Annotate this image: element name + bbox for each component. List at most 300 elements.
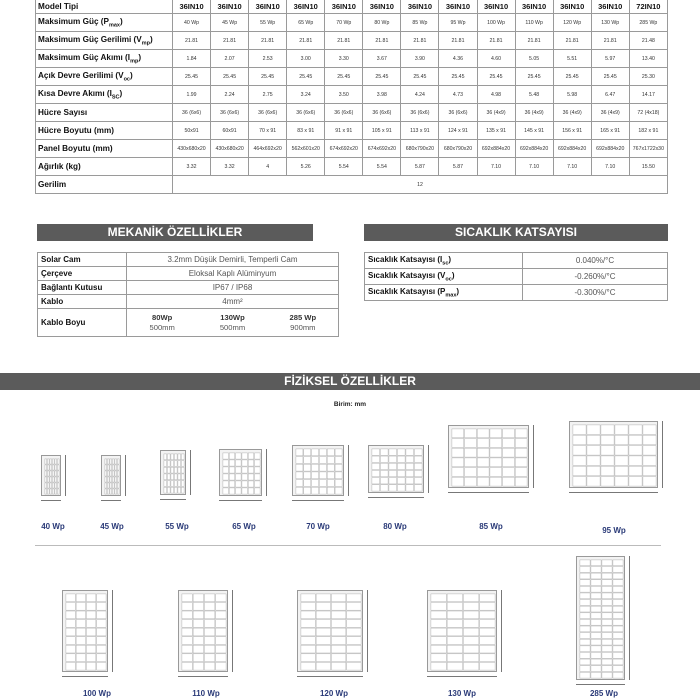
panel-cell bbox=[312, 464, 319, 471]
panel-cell bbox=[178, 467, 181, 473]
panel-cell bbox=[331, 628, 345, 636]
panel-cell bbox=[380, 456, 388, 462]
spec-row-label: Gerilim bbox=[36, 176, 173, 194]
solar-panel-drawing bbox=[160, 450, 186, 495]
spec-cell: 25.45 bbox=[363, 68, 401, 86]
panel-cell bbox=[602, 619, 612, 625]
panel-cell bbox=[591, 633, 601, 639]
panel-cell bbox=[447, 637, 462, 645]
panel-cell bbox=[447, 620, 462, 628]
panel-cell bbox=[181, 481, 184, 487]
panel-cell bbox=[477, 439, 489, 448]
spec-cell: 36 (4x9) bbox=[477, 104, 515, 122]
panel-cell bbox=[477, 458, 489, 467]
panel-cell bbox=[57, 477, 59, 482]
panel-cell bbox=[613, 613, 623, 619]
panel-cell bbox=[480, 645, 495, 653]
height-dimension-line bbox=[65, 455, 66, 496]
panel-cell bbox=[304, 457, 311, 464]
panel-cell-grid bbox=[570, 422, 657, 487]
spec-cell: 14.17 bbox=[629, 86, 667, 104]
panel-cell bbox=[380, 478, 388, 484]
panel-cell bbox=[304, 480, 311, 487]
panel-cell bbox=[248, 474, 254, 480]
panel-cell bbox=[602, 600, 612, 606]
spec-cell: 135 x 91 bbox=[477, 122, 515, 140]
panel-cell bbox=[372, 456, 380, 462]
panel-cell bbox=[193, 611, 203, 619]
panel-cell bbox=[236, 481, 242, 487]
panel-cell bbox=[480, 662, 495, 670]
panel-cell bbox=[182, 628, 192, 636]
panel-cell bbox=[76, 594, 85, 602]
spec-row-label-sub: mp bbox=[130, 58, 139, 65]
panel-cell bbox=[515, 468, 527, 477]
panel-cell bbox=[629, 425, 642, 435]
width-dimension-line bbox=[368, 497, 424, 498]
panel-cell bbox=[602, 652, 612, 658]
panel-cell bbox=[204, 594, 214, 602]
spec-cell: 674x692x20 bbox=[325, 140, 363, 158]
panel-cell-grid bbox=[42, 456, 60, 495]
panel-cell bbox=[110, 489, 112, 494]
spec-cell: 5.48 bbox=[515, 86, 553, 104]
panel-cell bbox=[414, 449, 422, 455]
spec-cell: 25.45 bbox=[515, 68, 553, 86]
panel-cell bbox=[242, 474, 248, 480]
panel-cell bbox=[447, 645, 462, 653]
panel-cell bbox=[110, 471, 112, 476]
panel-cell bbox=[580, 672, 590, 678]
panel-cell bbox=[629, 477, 642, 487]
panel-cell bbox=[515, 439, 527, 448]
spec-cell: 7.10 bbox=[591, 158, 629, 176]
panel-wattage-label: 95 Wp bbox=[602, 526, 626, 535]
panel-cell bbox=[301, 594, 315, 602]
panel-cell bbox=[47, 459, 49, 464]
spec-cell: 70 x 91 bbox=[249, 122, 287, 140]
panel-cell bbox=[380, 470, 388, 476]
panel-cell bbox=[613, 573, 623, 579]
width-dimension-line bbox=[576, 684, 625, 685]
mech-label: Kablo bbox=[38, 295, 127, 309]
panel-cell bbox=[216, 645, 226, 653]
panel-cell bbox=[45, 459, 47, 464]
panel-cell bbox=[397, 485, 405, 491]
panel-cell bbox=[229, 481, 235, 487]
panel-cell bbox=[490, 439, 502, 448]
panel-wattage-label: 85 Wp bbox=[479, 522, 503, 531]
panel-cell bbox=[171, 467, 174, 473]
cable-length-item bbox=[268, 313, 338, 333]
spec-cell: 83 x 91 bbox=[287, 122, 325, 140]
spec-row-label: Panel Boyutu (mm) bbox=[36, 140, 173, 158]
cable-length-item bbox=[197, 313, 267, 333]
panel-cell bbox=[105, 465, 107, 470]
panel-cell bbox=[248, 460, 254, 466]
panel-cell bbox=[431, 637, 446, 645]
panel-cell bbox=[347, 620, 361, 628]
panel-wattage-label: 100 Wp bbox=[82, 689, 111, 698]
panel-cell bbox=[182, 654, 192, 662]
panel-cell bbox=[372, 485, 380, 491]
panel-cell bbox=[643, 446, 656, 456]
spec-cell: 2.53 bbox=[249, 50, 287, 68]
panel-cell bbox=[629, 446, 642, 456]
panel-cell bbox=[301, 602, 315, 610]
panel-cell bbox=[171, 454, 174, 460]
panel-cell bbox=[296, 487, 303, 494]
panel-cell bbox=[591, 567, 601, 573]
panel-cell bbox=[613, 606, 623, 612]
panel-cell bbox=[347, 628, 361, 636]
panel-cell bbox=[573, 477, 586, 487]
panel-cell bbox=[431, 654, 446, 662]
spec-cell: 21.81 bbox=[173, 32, 211, 50]
panel-cell bbox=[372, 478, 380, 484]
panel-cell bbox=[319, 480, 326, 487]
mechanical-banner: MEKANİK ÖZELLİKLER bbox=[37, 224, 313, 241]
temperature-table bbox=[364, 252, 668, 301]
panel-cell bbox=[515, 429, 527, 438]
mech-value: 3.2mm Düşük Demirli, Temperli Cam bbox=[127, 253, 339, 267]
panel-cell bbox=[587, 466, 600, 476]
gerilim-value: 12 bbox=[173, 176, 668, 194]
panel-cell bbox=[223, 467, 229, 473]
panel-cell bbox=[110, 459, 112, 464]
panel-cell bbox=[447, 628, 462, 636]
spec-cell: 692x884x20 bbox=[553, 140, 591, 158]
panel-cell bbox=[105, 459, 107, 464]
panel-cell bbox=[452, 448, 464, 457]
panel-cell bbox=[406, 485, 414, 491]
panel-cell bbox=[76, 645, 85, 653]
panel-cell bbox=[480, 602, 495, 610]
panel-cell bbox=[105, 489, 107, 494]
panel-cell bbox=[66, 637, 75, 645]
panel-cell bbox=[167, 481, 170, 487]
panel-cell bbox=[389, 463, 397, 469]
spec-cell: 65 Wp bbox=[287, 14, 325, 32]
panel-cell bbox=[55, 471, 57, 476]
panel-cell bbox=[587, 425, 600, 435]
panel-cell bbox=[242, 488, 248, 494]
panel-cell bbox=[112, 471, 114, 476]
panel-cell bbox=[335, 449, 342, 456]
panel-cell bbox=[117, 477, 119, 482]
panel-cell bbox=[45, 483, 47, 488]
spec-row-label: Ağırlık (kg) bbox=[36, 158, 173, 176]
spec-cell: 3.50 bbox=[325, 86, 363, 104]
model-header: 36IN10 bbox=[249, 0, 287, 14]
spec-cell: 464x692x20 bbox=[249, 140, 287, 158]
spec-cell: 5.26 bbox=[287, 158, 325, 176]
panel-cell bbox=[174, 474, 177, 480]
spec-cell: 80 Wp bbox=[363, 14, 401, 32]
panel-wattage-label: 70 Wp bbox=[306, 522, 330, 531]
panel-cell bbox=[115, 483, 117, 488]
panel-cell bbox=[304, 464, 311, 471]
panel-cell bbox=[312, 472, 319, 479]
panel-cell bbox=[76, 637, 85, 645]
model-header: 36IN10 bbox=[287, 0, 325, 14]
panel-cell bbox=[573, 425, 586, 435]
panel-cell bbox=[580, 646, 590, 652]
panel-wattage-label: 40 Wp bbox=[41, 522, 65, 531]
panel-cell bbox=[248, 488, 254, 494]
panel-cell bbox=[86, 594, 95, 602]
panel-cell bbox=[66, 662, 75, 670]
solar-panel-drawing bbox=[178, 590, 228, 672]
panel-cell bbox=[319, 464, 326, 471]
panel-cell bbox=[503, 458, 515, 467]
panel-cell bbox=[182, 662, 192, 670]
panel-wattage-label: 110 Wp bbox=[192, 689, 220, 698]
spec-cell: 36 (4x9) bbox=[553, 104, 591, 122]
spec-row bbox=[36, 158, 668, 176]
panel-cell bbox=[316, 637, 330, 645]
panel-cell bbox=[76, 602, 85, 610]
panel-cell bbox=[167, 461, 170, 467]
panel-cell bbox=[602, 593, 612, 599]
panel-cell bbox=[591, 593, 601, 599]
panel-cell bbox=[452, 458, 464, 467]
height-dimension-line bbox=[125, 455, 126, 496]
panel-cell bbox=[327, 449, 334, 456]
panel-cell bbox=[316, 662, 330, 670]
panel-cell bbox=[164, 487, 167, 493]
panel-cell bbox=[316, 594, 330, 602]
panel-cell bbox=[105, 477, 107, 482]
panel-cell bbox=[463, 594, 478, 602]
spec-cell: 21.81 bbox=[591, 32, 629, 50]
panel-cell bbox=[397, 463, 405, 469]
panel-cell bbox=[112, 483, 114, 488]
spec-cell: 2.07 bbox=[211, 50, 249, 68]
panel-cell bbox=[602, 567, 612, 573]
solar-panel-drawing bbox=[427, 590, 497, 672]
spec-cell: 1.84 bbox=[173, 50, 211, 68]
panel-cell bbox=[602, 613, 612, 619]
panel-cell bbox=[515, 448, 527, 457]
spec-cell: 692x884x20 bbox=[477, 140, 515, 158]
panel-cell bbox=[66, 645, 75, 653]
panel-cell bbox=[602, 586, 612, 592]
panel-cell bbox=[602, 606, 612, 612]
panel-cell bbox=[613, 567, 623, 573]
solar-panel-drawing bbox=[292, 445, 344, 496]
panel-cell bbox=[490, 468, 502, 477]
physical-banner: FİZİKSEL ÖZELLİKLER bbox=[0, 373, 700, 390]
panel-cell bbox=[174, 461, 177, 467]
panel-cell bbox=[115, 471, 117, 476]
spec-row bbox=[36, 50, 668, 68]
panel-cell bbox=[316, 611, 330, 619]
panel-cell bbox=[447, 602, 462, 610]
spec-cell: 25.45 bbox=[173, 68, 211, 86]
panel-cell bbox=[110, 477, 112, 482]
panel-cell bbox=[463, 628, 478, 636]
spec-cell: 692x884x20 bbox=[515, 140, 553, 158]
panel-cell bbox=[248, 481, 254, 487]
panel-cell bbox=[66, 628, 75, 636]
panel-cell bbox=[601, 466, 614, 476]
panel-cell bbox=[97, 611, 106, 619]
panel-cell bbox=[319, 457, 326, 464]
panel-cell bbox=[117, 471, 119, 476]
panel-cell-grid bbox=[102, 456, 120, 495]
panel-cell bbox=[414, 478, 422, 484]
spec-cell: 6.47 bbox=[591, 86, 629, 104]
panel-cell bbox=[301, 628, 315, 636]
panel-cell bbox=[327, 472, 334, 479]
panel-cell bbox=[372, 470, 380, 476]
panel-cell bbox=[431, 628, 446, 636]
width-dimension-line bbox=[297, 676, 363, 677]
panel-cell bbox=[452, 477, 464, 486]
spec-cell: 165 x 91 bbox=[591, 122, 629, 140]
panel-cell bbox=[591, 659, 601, 665]
panel-cell bbox=[50, 477, 52, 482]
panel-cell bbox=[193, 602, 203, 610]
temperature-banner: SICAKLIK KATSAYISI bbox=[364, 224, 668, 241]
panel-cell bbox=[431, 645, 446, 653]
spec-cell: 145 x 91 bbox=[515, 122, 553, 140]
panel-cell bbox=[629, 435, 642, 445]
panel-cell bbox=[327, 457, 334, 464]
panel-cell bbox=[86, 645, 95, 653]
spec-cell: 15.50 bbox=[629, 158, 667, 176]
spec-cell: 13.40 bbox=[629, 50, 667, 68]
panel-cell bbox=[643, 466, 656, 476]
panel-cell bbox=[319, 487, 326, 494]
panel-cell bbox=[204, 662, 214, 670]
panel-cell bbox=[613, 666, 623, 672]
panel-cell bbox=[52, 465, 54, 470]
panel-cell bbox=[591, 672, 601, 678]
panel-cell bbox=[613, 580, 623, 586]
panel-cell bbox=[602, 580, 612, 586]
panel-cell bbox=[580, 606, 590, 612]
panel-cell bbox=[301, 611, 315, 619]
panel-cell bbox=[181, 487, 184, 493]
panel-cell bbox=[389, 470, 397, 476]
panel-cell bbox=[580, 573, 590, 579]
panel-cell bbox=[229, 474, 235, 480]
panel-cell bbox=[97, 628, 106, 636]
panel-cell-grid bbox=[293, 446, 343, 495]
panel-cell bbox=[296, 457, 303, 464]
panel-cell bbox=[406, 463, 414, 469]
mech-row bbox=[38, 267, 339, 281]
spec-cell: 5.05 bbox=[515, 50, 553, 68]
panel-cell bbox=[301, 620, 315, 628]
panel-cell bbox=[389, 478, 397, 484]
panel-cell bbox=[331, 637, 345, 645]
spec-row-label: Hücre Boyutu (mm) bbox=[36, 122, 173, 140]
mech-row-cable-length bbox=[38, 309, 339, 337]
spec-cell: 95 Wp bbox=[439, 14, 477, 32]
panel-cell bbox=[47, 483, 49, 488]
panel-cell bbox=[335, 464, 342, 471]
panel-cell bbox=[301, 654, 315, 662]
panel-cell bbox=[601, 477, 614, 487]
solar-panel-drawing bbox=[41, 455, 61, 496]
panel-wattage-label: 120 Wp bbox=[319, 689, 348, 698]
panel-cell bbox=[304, 472, 311, 479]
panel-cell bbox=[57, 483, 59, 488]
panel-cell bbox=[171, 481, 174, 487]
panel-cell-grid bbox=[428, 591, 496, 671]
panel-wattage-label: 55 Wp bbox=[165, 522, 189, 531]
panel-cell bbox=[465, 468, 477, 477]
panel-cell bbox=[216, 637, 226, 645]
spec-cell: 3.32 bbox=[211, 158, 249, 176]
panel-cell bbox=[591, 600, 601, 606]
temp-value: -0.300%/°C bbox=[523, 285, 668, 301]
width-dimension-line bbox=[427, 676, 497, 677]
model-header: 72IN10 bbox=[629, 0, 667, 14]
panel-cell bbox=[643, 477, 656, 487]
spec-row bbox=[36, 104, 668, 122]
panel-cell bbox=[331, 620, 345, 628]
spec-cell: 5.54 bbox=[363, 158, 401, 176]
solar-panel-drawing bbox=[448, 425, 529, 488]
panel-cell bbox=[115, 459, 117, 464]
panel-cell bbox=[66, 611, 75, 619]
solar-panel-drawing bbox=[219, 449, 262, 496]
panel-cell bbox=[223, 460, 229, 466]
panel-cell bbox=[76, 620, 85, 628]
temp-label-sub: sc bbox=[442, 260, 449, 267]
panel-cell bbox=[452, 439, 464, 448]
panel-cell bbox=[255, 453, 261, 459]
spec-cell: 3.98 bbox=[363, 86, 401, 104]
panel-cell bbox=[76, 628, 85, 636]
panel-cell bbox=[397, 456, 405, 462]
spec-cell: 21.48 bbox=[629, 32, 667, 50]
panel-cell bbox=[105, 471, 107, 476]
panel-cell bbox=[613, 626, 623, 632]
panel-cell bbox=[397, 449, 405, 455]
panel-cell bbox=[503, 468, 515, 477]
panel-wattage-label: 80 Wp bbox=[383, 522, 407, 531]
panel-cell bbox=[50, 483, 52, 488]
height-dimension-line bbox=[662, 421, 663, 488]
panel-cell bbox=[615, 477, 628, 487]
height-dimension-line bbox=[266, 449, 267, 496]
panel-cell bbox=[477, 468, 489, 477]
panel-cell bbox=[204, 637, 214, 645]
panel-cell bbox=[463, 654, 478, 662]
panel-cell bbox=[591, 606, 601, 612]
panel-cell bbox=[490, 429, 502, 438]
height-dimension-line bbox=[629, 556, 630, 680]
panel-cell bbox=[406, 456, 414, 462]
panel-cell bbox=[242, 467, 248, 473]
solar-panel-drawing bbox=[576, 556, 625, 680]
panel-cell bbox=[216, 620, 226, 628]
panel-cell bbox=[380, 449, 388, 455]
spec-cell: 5.97 bbox=[591, 50, 629, 68]
panel-cell bbox=[602, 633, 612, 639]
panel-wattage-label: 130 Wp bbox=[447, 689, 476, 698]
panel-cell bbox=[112, 459, 114, 464]
cable-length-mm: 500mm bbox=[219, 322, 246, 332]
panel-cell bbox=[380, 463, 388, 469]
panel-cell bbox=[503, 448, 515, 457]
panel-cell bbox=[216, 662, 226, 670]
